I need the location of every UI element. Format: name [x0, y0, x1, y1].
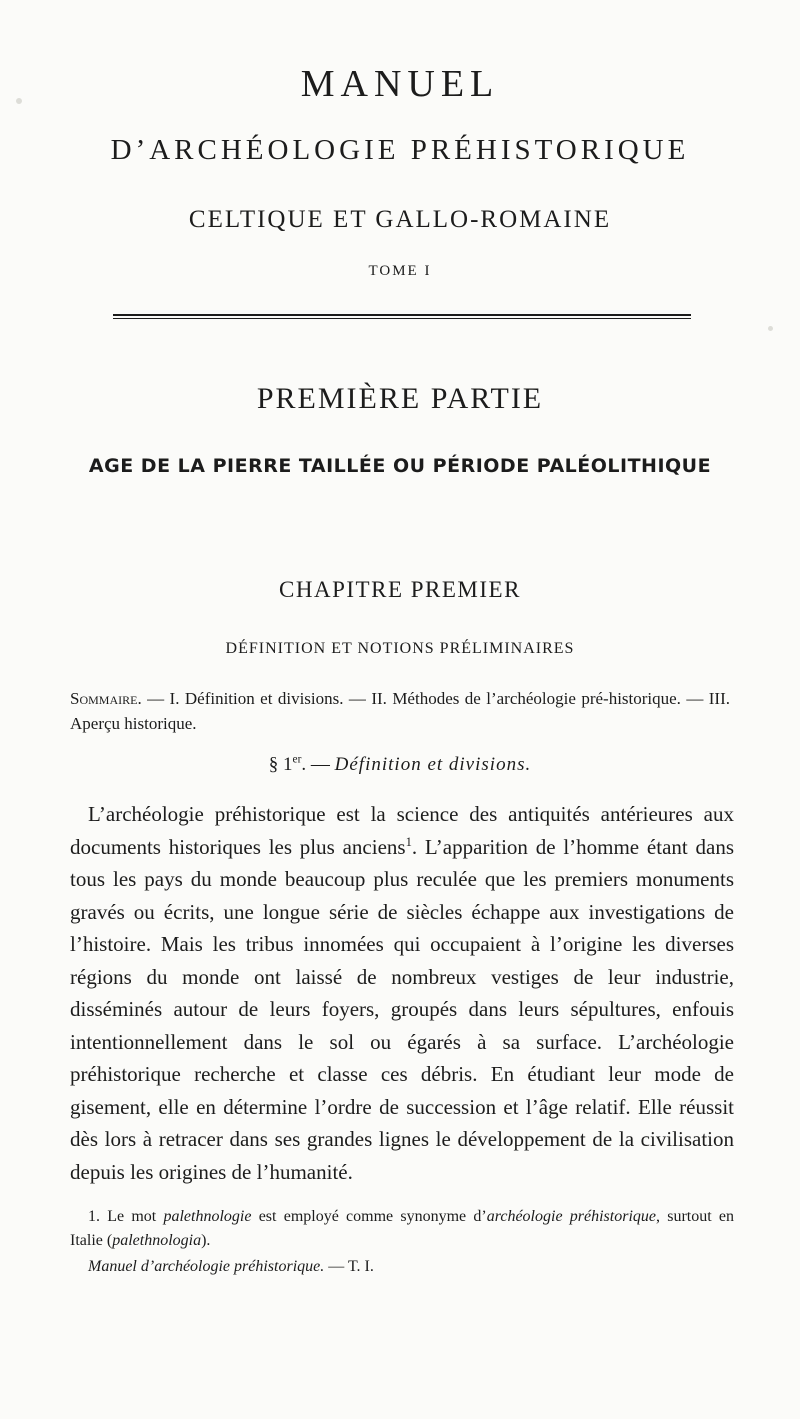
footnote-text: Le mot	[100, 1208, 164, 1225]
footnote-text: ).	[201, 1232, 211, 1249]
footnote-term: palethnologia	[112, 1232, 202, 1249]
book-subtitle: D’ARCHÉOLOGIE PRÉHISTORIQUE	[110, 134, 690, 166]
part-subtitle: AGE DE LA PIERRE TAILLÉE OU PÉRIODE PALÉOLITHIQUE	[88, 455, 712, 477]
chapter-title: CHAPITRE PREMIER	[279, 577, 521, 602]
body-text-2: . L’apparition de l’homme étant dans tous les pays du monde beaucoup plus reculée que les premiers monuments gravés ou écrits, une longue série de siècles échappe aux investigations de l’histoire. Mais les tribus innomées qui occupaient à l’origine les diverses régions du monde ont laissé de nombreux vestiges de leur industrie, disséminés autour de leurs foyers, groupés dans leurs sépultures, enfouis intentionnellement dans le sol ou égarés à sa surface. L’archéologie préhistorique recherche et classe ces débris. En étudiant leur mode de gisement, elle en détermine l’ordre de succession et l’âge relatif. Elle réussit dès lors à retracer dans ses grandes lignes le développement de la civilisation depuis les origines de l’humanité.	[70, 834, 734, 1184]
footnote	[70, 1205, 734, 1253]
footer-title: Manuel d’archéologie préhistorique.	[88, 1258, 325, 1275]
footnote-text: , surtout en Italie (	[70, 1208, 735, 1249]
section-number: § 1	[268, 754, 293, 775]
footnote-term: palethnologie	[163, 1208, 252, 1225]
section-title: Définition et divisions.	[334, 754, 532, 775]
part-title: PREMIÈRE PARTIE	[256, 382, 544, 415]
footer-volume: — T. I.	[324, 1258, 374, 1275]
book-subtitle-2: CELTIQUE ET GALLO-ROMAINE	[188, 206, 612, 233]
section-heading	[0, 754, 800, 776]
paper-stain	[768, 326, 773, 331]
book-title: MANUEL	[300, 63, 500, 105]
footnote-reference: 1	[405, 834, 412, 849]
section-dash: . —	[301, 754, 335, 775]
summary-label: Sommaire.	[70, 689, 142, 708]
section-number-sup: er	[292, 753, 302, 766]
body-text-1: L’archéologie préhistorique est la science des antiquités antérieures aux documents historiques les plus anciens	[70, 802, 734, 859]
chapter-heading: DÉFINITION ET NOTIONS PRÉLIMINAIRES	[225, 640, 575, 657]
footnote-number: 1.	[88, 1208, 100, 1225]
title-rule	[113, 314, 691, 316]
page-footer	[88, 1258, 374, 1276]
chapter-summary	[70, 686, 730, 736]
body-paragraph	[70, 798, 734, 1188]
footnote-text: est employé comme synonyme d’	[251, 1208, 487, 1225]
footnote-term: archéologie préhistorique	[486, 1208, 657, 1225]
summary-text: — I. Définition et divisions. — II. Méthodes de l’archéologie pré-historique. — III. Aperçu historique.	[70, 689, 730, 733]
title-rule-thin	[113, 318, 691, 319]
volume-label: TOME I	[368, 263, 432, 279]
